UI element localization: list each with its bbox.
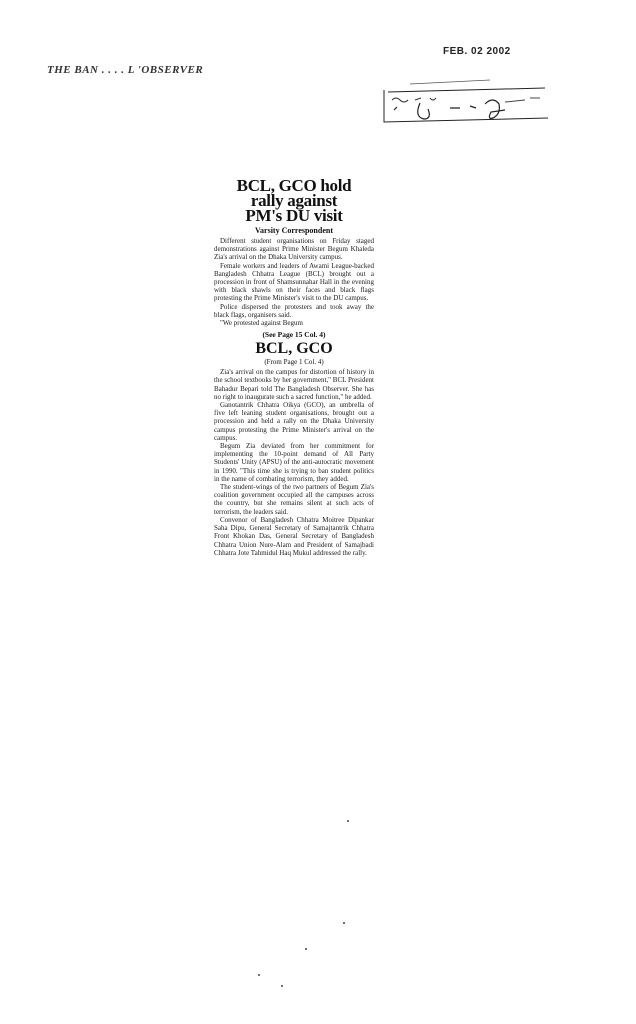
date-stamp: FEB. 02 2002 xyxy=(443,46,511,57)
headline-line-1: BCL, GCO hold xyxy=(236,176,352,195)
paragraph: Different student organisations on Friday staged demonstrations against Prime Minister Begum Khaleda Zia's arrival on the Dhaka University campus. xyxy=(214,237,374,262)
paragraph: "We protested against Begum xyxy=(220,319,303,328)
paragraph: Zia's arrival on the campus for distortion of history in the school textbooks by her government," BCL President Bahadur Bepari told The Bangladesh Observer. She has no right to inaugurate such a sacred function," he added. xyxy=(214,368,374,401)
paragraph: The student-wings of the two partners of Begum Zia's coalition government occupied all the campuses across the country, but she remains silent at such acts of terrorism, the leaders said. xyxy=(214,483,374,516)
scan-speck xyxy=(281,985,283,987)
continued-note: (See Page 15 Col. 4) xyxy=(262,330,326,340)
headline-line-3: PM's DU visit xyxy=(245,206,343,225)
article-headline xyxy=(214,178,374,223)
scan-speck xyxy=(258,974,260,976)
headline-line-2: rally against xyxy=(250,191,338,210)
jump-headline: BCL, GCO xyxy=(255,340,333,358)
scan-speck xyxy=(343,922,345,924)
jump-body xyxy=(214,368,374,557)
scan-speck xyxy=(347,820,349,822)
handwritten-stamp-box xyxy=(380,78,550,126)
article-body xyxy=(214,237,374,327)
scan-speck xyxy=(305,948,307,950)
paragraph: Female workers and leaders of Awami League-backed Bangladesh Chhatra League (BCL) brought out a procession in front of Shamsunnahar Hall in the evening with black shawls on their faces and black flags protesting the Prime Minister's visit to the DU campus. xyxy=(214,261,374,303)
paragraph: Convenor of Bangladesh Chhatra Moitree Dipankar Saha Dipu, General Secretary of Samajtantrik Chhatra Front Khokan Das, General Secretary of Bangladesh Chhatra Union Nure-Alam and President of Samajbadi Chhatra Jote Tahmidul Haq Mukul addressed the rally. xyxy=(214,515,374,557)
newspaper-masthead: THE BAN . . . . L 'OBSERVER xyxy=(47,64,204,76)
paragraph: Police dispersed the protesters and took away the black flags, organisers said. xyxy=(214,302,374,319)
paragraph: Begum Zia deviated from her commitment for implementing the 10-point demand of All Party Students' Unity (APSU) of the anti-autocratic movement in 1990. "This time she is trying to ban student politics in the name of combating terrorism, they added. xyxy=(214,442,374,483)
byline: Varsity Correspondent xyxy=(254,226,333,235)
from-page-note: (From Page 1 Col. 4) xyxy=(264,358,324,367)
paragraph: Ganotantrik Chhatra Oikya (GCO), an umbrella of five left leaning student organisations, brought out a procession and held a rally on the Dhaka University campus protesting the Prime Minister's arrival on the campus. xyxy=(214,401,374,442)
news-clipping xyxy=(214,178,374,557)
